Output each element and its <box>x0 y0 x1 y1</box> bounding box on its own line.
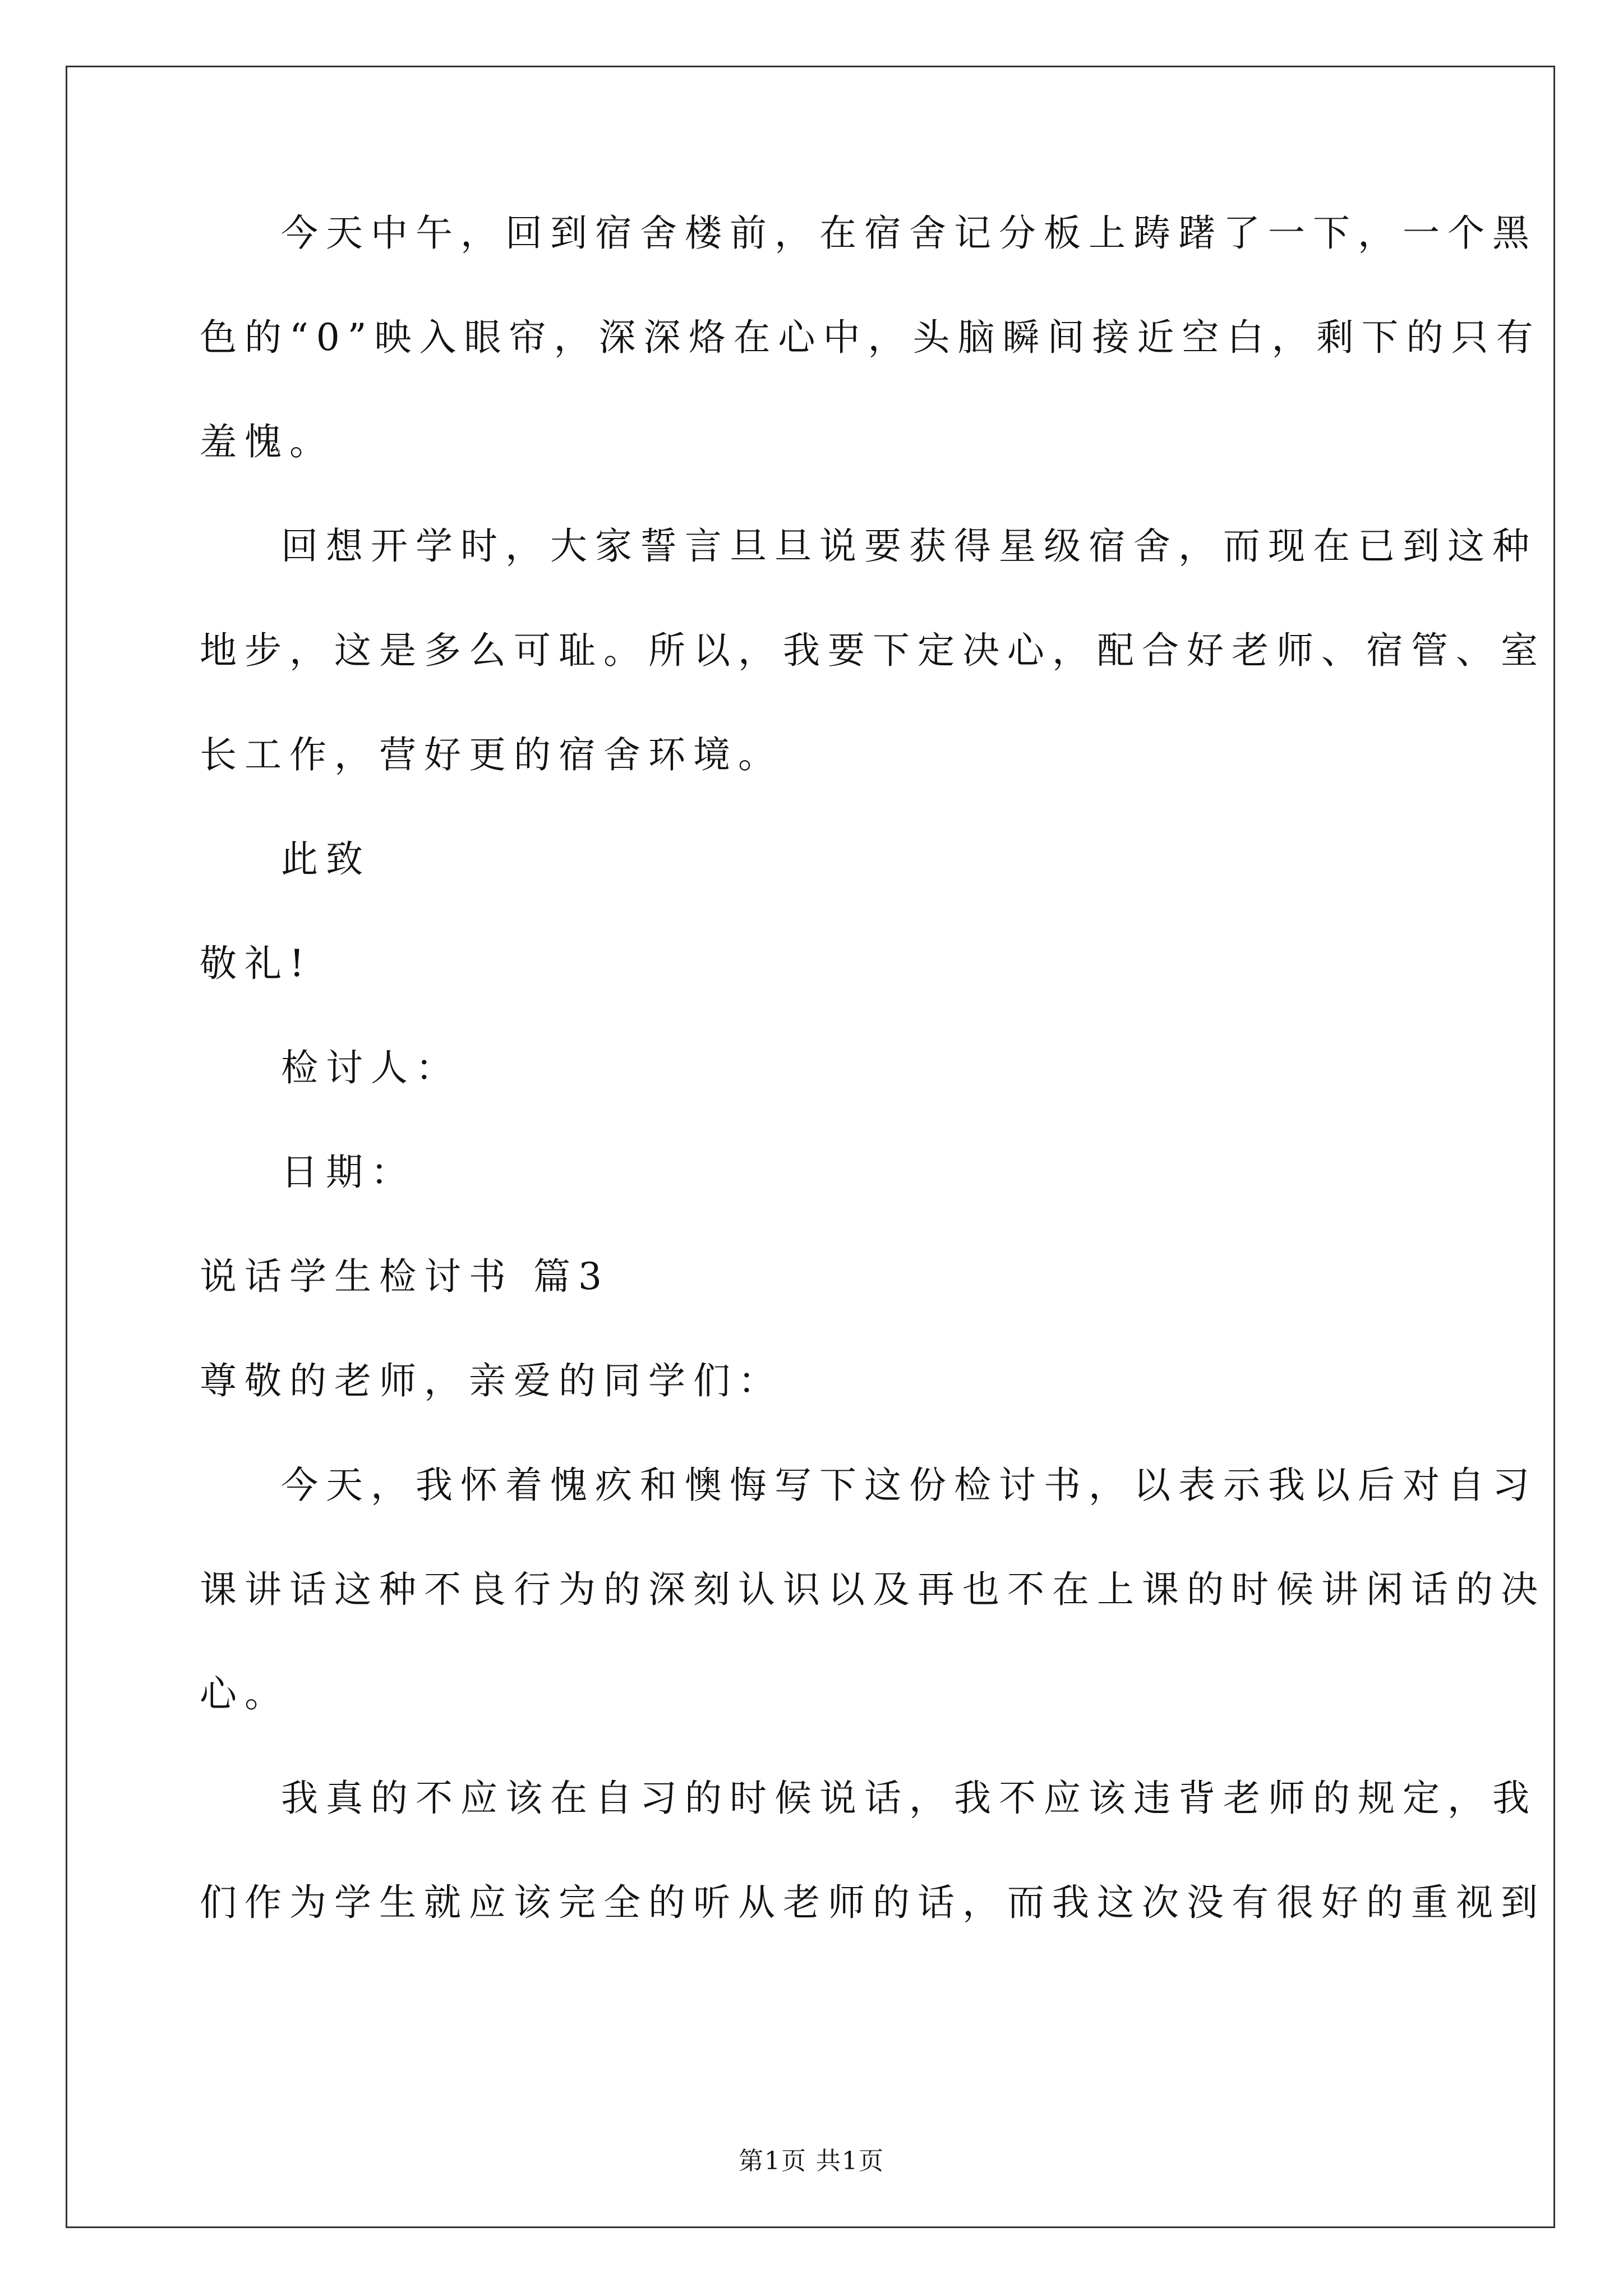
paragraph-line: 地步，这是多么可耻。所以，我要下定决心，配合好老师、宿管、室 <box>200 629 1546 672</box>
paragraph-line: 长工作，营好更的宿舍环境。 <box>200 733 783 776</box>
page-footer: 第1页 共1页 <box>739 2147 884 2175</box>
paragraph-line: 课讲话这种不良行为的深刻认识以及再也不在上课的时候讲闲话的决 <box>200 1568 1546 1611</box>
date-label: 日期： <box>281 1151 416 1194</box>
paragraph-line: 色的“0”映入眼帘，深深烙在心中，头脑瞬间接近空白，剩下的只有 <box>200 316 1541 359</box>
greeting: 尊敬的老师，亲爱的同学们： <box>200 1359 783 1402</box>
paragraph-line: 我真的不应该在自习的时候说话，我不应该违背老师的规定，我 <box>281 1777 1537 1820</box>
section-heading: 说话学生检讨书 篇3 <box>200 1255 610 1298</box>
paragraph-line: 今天中午，回到宿舍楼前，在宿舍记分板上踌躇了一下，一个黑 <box>281 211 1537 255</box>
paragraph-line: 回想开学时，大家誓言旦旦说要获得星级宿舍，而现在已到这种 <box>281 524 1537 568</box>
closing-regards: 敬礼! <box>200 942 312 985</box>
closing-salutation: 此致 <box>281 838 371 881</box>
paragraph-line: 羞愧。 <box>200 420 334 463</box>
paragraph-line: 今天，我怀着愧疚和懊悔写下这份检讨书，以表示我以后对自习 <box>281 1464 1537 1507</box>
document-body <box>200 211 1546 1987</box>
signer-label: 检讨人： <box>281 1046 460 1089</box>
paragraph-line: 们作为学生就应该完全的听从老师的话，而我这次没有很好的重视到 <box>200 1881 1546 1924</box>
paragraph-line: 心。 <box>200 1672 289 1715</box>
